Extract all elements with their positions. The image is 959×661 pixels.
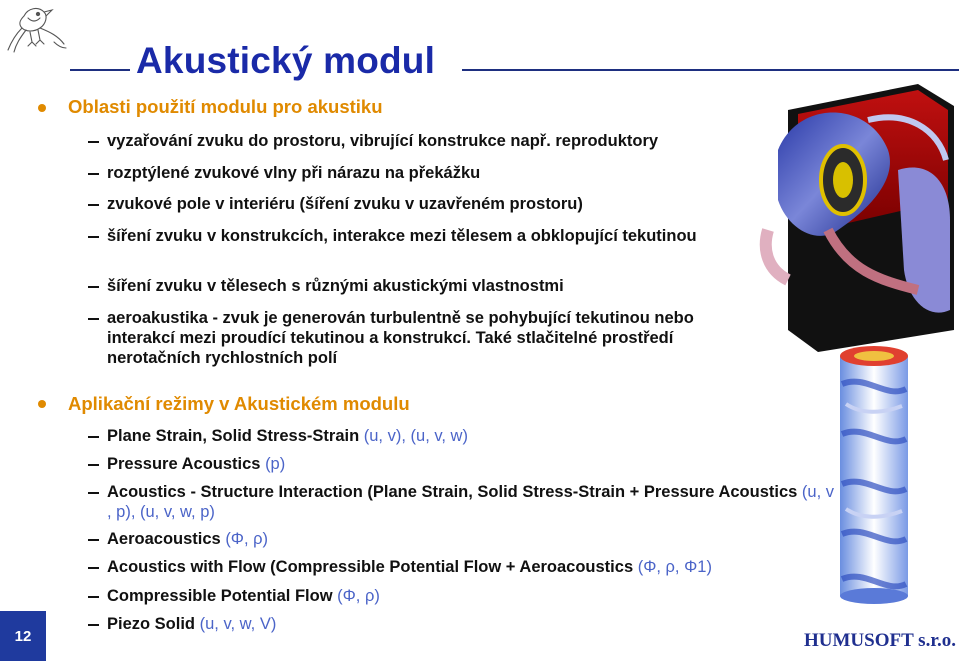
mode-name: Plane Strain, Solid Stress-Strain xyxy=(107,427,360,445)
section1-heading: Oblasti použití modulu pro akustiku xyxy=(68,96,383,117)
dash-icon xyxy=(88,286,99,288)
section2-item xyxy=(107,454,285,474)
dash-icon xyxy=(88,173,99,175)
mode-variables: (Φ, ρ) xyxy=(225,530,269,548)
mode-variables: (u, v), (u, v, w) xyxy=(363,427,468,445)
section2-heading: Aplikační režimy v Akustickém modulu xyxy=(68,393,410,414)
section2-item xyxy=(107,586,380,606)
mode-name: Compressible Potential Flow xyxy=(107,587,333,605)
brand-name: HUMUSOFT s.r.o. xyxy=(804,630,957,651)
mode-name: Acoustics with Flow (Compressible Potential Flow + Aeroacoustics xyxy=(107,558,634,576)
dash-icon xyxy=(88,236,99,238)
section1-item: šíření zvuku v konstrukcích, interakce mezi tělesem a obklopující tekutinou xyxy=(107,227,697,245)
cylinder-simulation-image xyxy=(836,344,912,608)
bird-logo-icon xyxy=(4,2,70,54)
section2-item xyxy=(107,614,276,634)
loudspeaker-simulation-image xyxy=(758,80,958,354)
mode-variables: (Φ, ρ) xyxy=(337,587,380,605)
section2-item xyxy=(107,426,468,446)
section1-item: aeroakustika - zvuk je generován turbulentně se pohybující tekutinou nebo interakcí mezi proudící tekutinou a konstrukcí. Také stlačitelné prostředí nerotačních rychlostních polí xyxy=(107,309,694,367)
section2-item xyxy=(107,557,712,577)
dash-icon xyxy=(88,436,99,438)
orange-bullet-icon xyxy=(38,104,46,112)
page-number-badge: 12 xyxy=(0,611,46,661)
section1-item: šíření zvuku v tělesech s různými akustickými vlastnostmi xyxy=(107,277,564,295)
section2-item xyxy=(107,482,842,522)
section2-item xyxy=(107,529,268,549)
dash-icon xyxy=(88,539,99,541)
dash-icon xyxy=(88,624,99,626)
title-rule-left xyxy=(70,69,130,71)
dash-icon xyxy=(88,596,99,598)
mode-variables: (u, v , p), (u, v, w, p) xyxy=(107,483,834,521)
section1-item: vyzařování zvuku do prostoru, vibrující konstrukce např. reproduktory xyxy=(107,132,659,150)
mode-name: Pressure Acoustics xyxy=(107,455,261,473)
dash-icon xyxy=(88,204,99,206)
dash-icon xyxy=(88,141,99,143)
dash-icon xyxy=(88,567,99,569)
mode-variables: (u, v, w, V) xyxy=(199,615,277,633)
orange-bullet-icon xyxy=(38,400,46,408)
slide-title: Akustický modul xyxy=(136,40,436,81)
mode-variables: (p) xyxy=(265,455,286,473)
dash-icon xyxy=(88,464,99,466)
dash-icon xyxy=(88,492,99,494)
section1-item: rozptýlené zvukové vlny při nárazu na překážku xyxy=(107,164,481,182)
title-rule-right xyxy=(462,69,959,71)
mode-variables: (Φ, ρ, Φ1) xyxy=(637,558,712,576)
mode-name: Piezo Solid xyxy=(107,615,196,633)
dash-icon xyxy=(88,318,99,320)
mode-name: Acoustics - Structure Interaction (Plane Strain, Solid Stress-Strain + Pressure Acoustics xyxy=(107,483,798,501)
section1-item: zvukové pole v interiéru (šíření zvuku v uzavřeném prostoru) xyxy=(107,195,583,213)
mode-name: Aeroacoustics xyxy=(107,530,221,548)
